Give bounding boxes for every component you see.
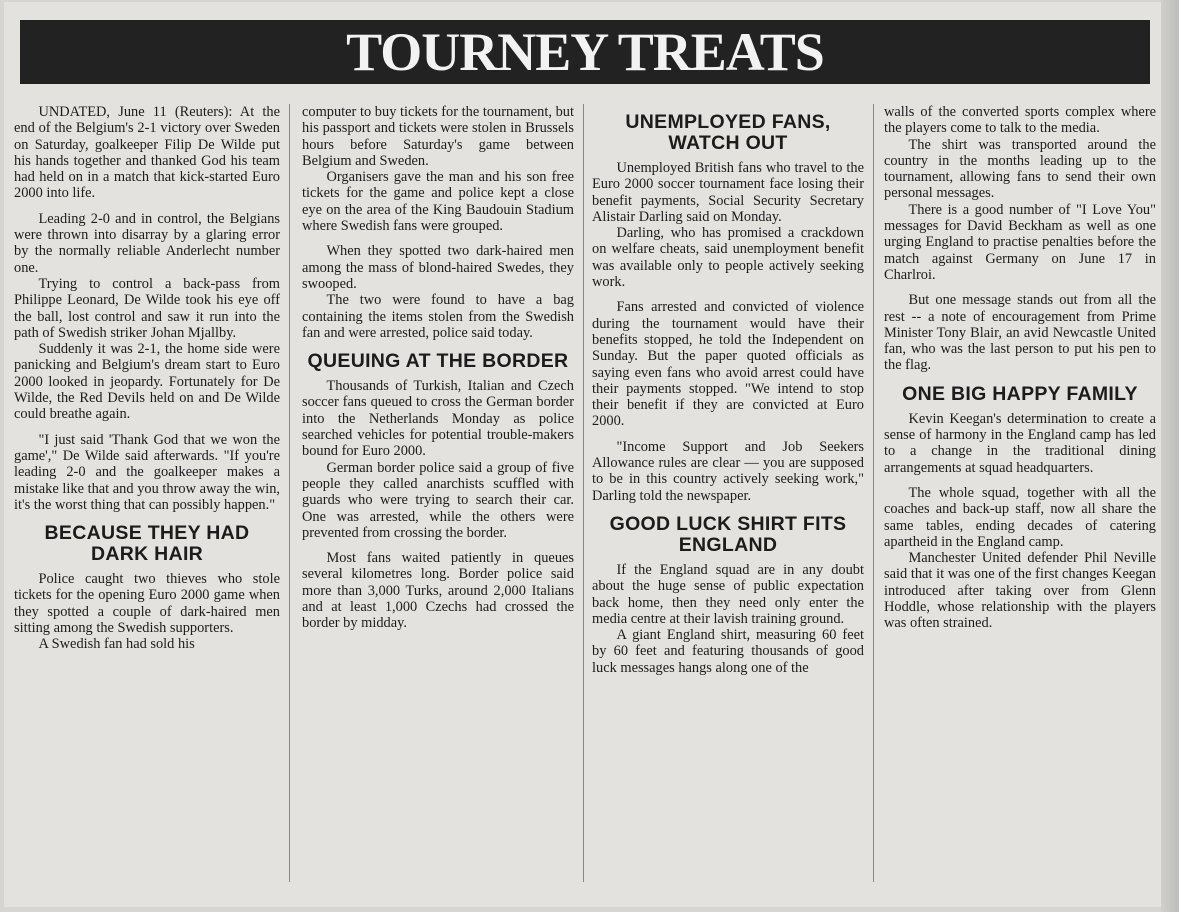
article-paragraph: But one message stands out from all the rest -- a note of encouragement from Prime Minister Tony Blair, an avid Newcastle United fan, who was the last person to put his pen to the flag. <box>884 292 1156 374</box>
article-paragraph: Darling, who has promised a crackdown on welfare cheats, said unemployment benefit was available only to people actively seeking work. <box>592 225 864 291</box>
article-paragraph: A giant England shirt, measuring 60 feet by 60 feet and featuring thousands of good luck messages hangs along one of the <box>592 627 864 676</box>
column-rule <box>289 104 290 882</box>
article-paragraph: Manchester United defender Phil Neville said that it was one of the first changes Keegan introduced after taking over from Glenn Hoddle, whose relationship with the players was often strained. <box>884 550 1156 632</box>
article-paragraph: If the England squad are in any doubt about the huge sense of public expectation back home, then they need only enter the media centre at their lavish training ground. <box>592 561 864 627</box>
article-paragraph: Trying to control a back-pass from Philippe Leonard, De Wilde took his eye off the ball, lost control and saw it run into the path of Swedish striker Johan Mjallby. <box>14 275 280 341</box>
article-paragraph: computer to buy tickets for the tournament, but his passport and tickets were stolen in Brussels hours before Saturday's game between Belgium and Sweden. <box>302 104 574 169</box>
article-paragraph: UNDATED, June 11 (Reuters): At the end of the Belgium's 2-1 victory over Sweden on Saturday, goalkeeper Filip De Wilde put his hands together and thanked God his team had held on in a match that kick-started Euro 2000 into life. <box>14 104 280 202</box>
column-2 <box>302 104 574 882</box>
page-edge-shadow <box>1161 0 1179 912</box>
article-paragraph: walls of the converted sports complex where the players come to talk to the media. <box>884 104 1156 137</box>
headline-banner <box>20 20 1150 84</box>
article-paragraph: Kevin Keegan's determination to create a sense of harmony in the England camp has led to a change in the traditional dining arrangements at squad headquarters. <box>884 410 1156 476</box>
headline: TOURNEY TREATS <box>346 22 824 82</box>
article-paragraph: The two were found to have a bag containing the items stolen from the Swedish fan and were arrested, police said today. <box>302 292 574 341</box>
column-1 <box>14 104 280 882</box>
article-paragraph: A Swedish fan had sold his <box>38 636 195 653</box>
article-paragraph: Organisers gave the man and his son free tickets for the game and police kept a close eye on the area of the King Baudouin Stadium where Swedish fans were grouped. <box>302 169 574 235</box>
article-paragraph: "I just said 'Thank God that we won the game'," De Wilde said afterwards. "If you're leading 2-0 and the goalkeeper makes a mistake like that and you throw away the win, it's the worst thing that can possibly happen." <box>14 431 280 513</box>
section-heading: UNEMPLOYED FANS, WATCH OUT <box>625 111 831 154</box>
article-paragraph: The shirt was transported around the country in the months leading up to the tournament, allowing fans to send their own personal messages. <box>884 136 1156 202</box>
section-heading: ONE BIG HAPPY FAMILY <box>902 382 1138 405</box>
column-3 <box>592 104 864 882</box>
section-heading: BECAUSE THEY HAD DARK HAIR <box>44 522 250 566</box>
article-paragraph: There is a good number of "I Love You" messages for David Beckham as well as one urging England to practise penalties before the match against Germany on June 17 in Charlroi. <box>884 201 1156 283</box>
article-paragraph: Police caught two thieves who stole tickets for the opening Euro 2000 game when they spotted a couple of dark-haired men sitting among the Swedish supporters. <box>14 571 280 637</box>
section-heading: GOOD LUCK SHIRT FITS ENGLAND <box>609 512 847 556</box>
article-paragraph: German border police said a group of five people they called anarchists scuffled with guards who were trying to search their car. One was arrested, while the others were prevented from crossing the border. <box>302 459 574 541</box>
section-heading: QUEUING AT THE BORDER <box>307 350 569 373</box>
column-4 <box>884 104 1156 882</box>
article-paragraph: Leading 2-0 and in control, the Belgians were thrown into disarray by a glaring error by the normally reliable Anderlecht number one. <box>14 210 280 276</box>
column-rule <box>873 104 874 882</box>
article-paragraph: Most fans waited patiently in queues several kilometres long. Border police said more than 3,000 Turks, around 2,000 Italians and at least 1,000 Czechs had crossed the border by midday. <box>302 550 574 632</box>
article-paragraph: The whole squad, together with all the coaches and back-up staff, now all share the same tables, ending decades of catering apartheid in the England camp. <box>884 484 1156 550</box>
column-rule <box>583 104 584 882</box>
article-paragraph: Fans arrested and convicted of violence during the tournament would have their benefits stopped, he told the Independent on Sunday. But the paper quoted officials as saying even fans who avoid arrest could have their payments stopped. "We intend to stop their benefit if they are convicted at Euro 2000. <box>592 299 864 430</box>
article-paragraph: Unemployed British fans who travel to the Euro 2000 soccer tournament face losing their benefit payments, Social Security Secretary Alistair Darling said on Monday. <box>592 160 864 225</box>
article-paragraph: When they spotted two dark-haired men among the mass of blond-haired Swedes, they swooped. <box>302 243 574 292</box>
article-paragraph: Thousands of Turkish, Italian and Czech soccer fans queued to cross the German border into the Netherlands Monday as police searched vehicles for potential trouble-makers bound for Euro 2000. <box>302 378 574 460</box>
article-paragraph: Suddenly it was 2-1, the home side were panicking and Belgium's dream start to Euro 2000 looked in jeopardy. Fortunately for De Wilde, the Red Devils held on and De Wilde could breathe again. <box>14 341 280 423</box>
article-paragraph: "Income Support and Job Seekers Allowance rules are clear — you are supposed to be in this country actively seeking work," Darling told the newspaper. <box>592 438 864 504</box>
